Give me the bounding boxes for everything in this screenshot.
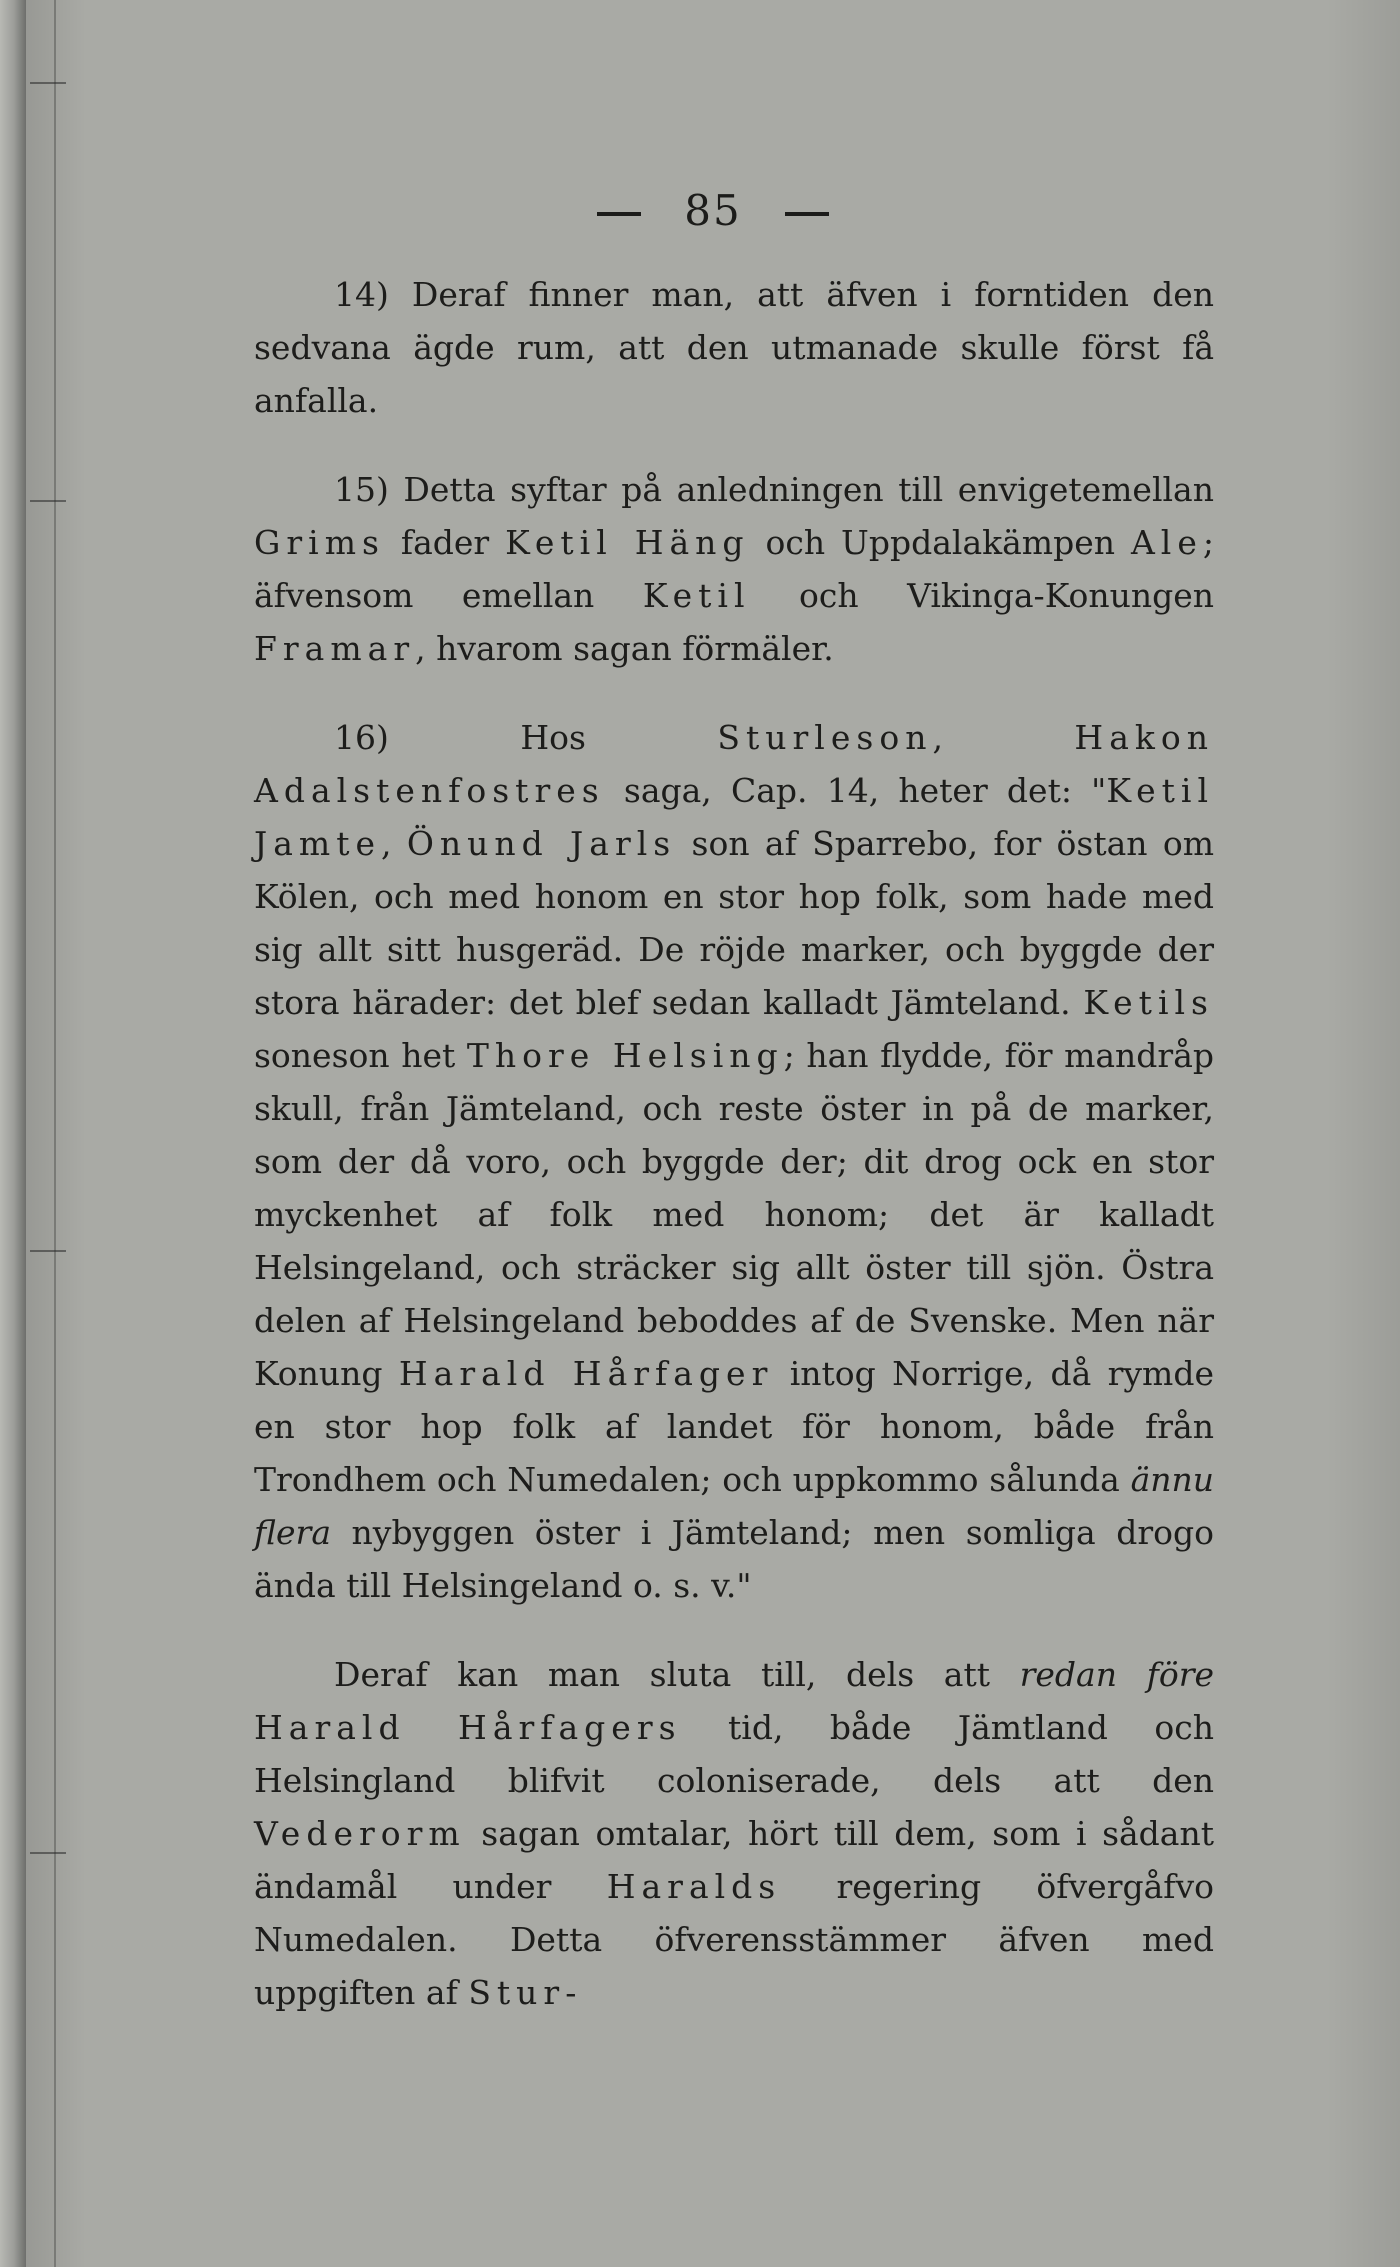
text-run: ,	[381, 824, 407, 863]
text-run: och Vikinga-Konungen	[750, 576, 1214, 615]
spaced-name: Harald Hårfagers	[254, 1708, 682, 1747]
text-run: intog Norrige, då rymde en stor hop folk af landet för honom, både från Trondhem och Numedalen; och uppkommo sålunda	[254, 1354, 1214, 1499]
spaced-name: Ketil Jamte	[254, 771, 1214, 863]
margin-mark	[30, 1250, 66, 1252]
spaced-name: Ketil Häng	[505, 523, 750, 562]
spaced-name: Haralds	[606, 1867, 782, 1906]
text-run: 15) Detta syftar på anledningen till envigetemellan	[334, 470, 1214, 509]
text-run: och Uppdalakämpen	[749, 523, 1131, 562]
text-run: , hvarom sagan förmäler.	[415, 629, 834, 668]
commentary-paragraph	[254, 1648, 1214, 2019]
text-run: regering öfvergåfvo Numedalen. Detta öfverensstämmer äfven med uppgiften af	[254, 1867, 1214, 2012]
page-header	[26, 186, 1400, 246]
text-run: 16) Hos	[334, 718, 718, 757]
spaced-name: Ketils	[1083, 983, 1214, 1022]
header-dash-right	[785, 212, 829, 216]
spaced-name: Stur-	[468, 1973, 583, 2012]
footnote-14	[254, 268, 1214, 427]
italic-text: redan före	[1019, 1655, 1214, 1694]
margin-mark	[30, 500, 66, 502]
page-number: 85	[684, 186, 742, 235]
text-run: Deraf kan man sluta till, dels att	[334, 1655, 1020, 1694]
text-run: soneson het	[254, 1036, 467, 1075]
spaced-name: Harald Hårfager	[398, 1354, 774, 1393]
margin-mark	[30, 82, 66, 84]
text-run: nybyggen öster i Jämteland; men somliga drogo ända till Helsingeland o. s. v."	[254, 1513, 1214, 1605]
spaced-name: Önund Jarls	[406, 824, 677, 863]
margin-mark	[30, 1852, 66, 1854]
body-text	[254, 268, 1214, 2055]
text-run: ; äfvensom emellan	[254, 523, 1214, 615]
spaced-name: Sturleson	[717, 718, 933, 757]
spaced-name: Framar	[254, 629, 416, 668]
text-run: fader	[384, 523, 506, 562]
book-page	[26, 0, 1400, 2267]
text-run: 14) Deraf finner man, att äfven i forntiden den sedvana ägde rum, att den utmanade skulle först få anfalla.	[254, 275, 1214, 420]
spaced-name: Hakon Adalstenfostres	[254, 718, 1214, 810]
text-run: saga, Cap. 14, heter det: "	[604, 771, 1107, 810]
spaced-name: Ale	[1130, 523, 1203, 562]
book-gutter	[0, 0, 26, 2267]
text-run: ,	[932, 718, 1075, 757]
footnote-15	[254, 463, 1214, 675]
binding-shadow	[54, 0, 56, 2267]
spaced-name: Vederorm	[254, 1814, 466, 1853]
footnote-16	[254, 711, 1214, 1612]
text-run: ; han flydde, för mandråp skull, från Jämteland, och reste öster in på de marker, som der då voro, och byggde der; dit drog ock en stor myckenhet af folk med honom; det är kalladt Helsingeland, och sträcker sig allt öster till sjön. Östra delen af Helsingeland beboddes af de Svenske. Men när Konung	[254, 1036, 1214, 1393]
italic-text: ännu flera	[254, 1460, 1214, 1552]
text-run: tid, både Jämtland och Helsingland blifvit coloniserade, dels att den	[254, 1708, 1214, 1800]
text-run: son af Sparrebo, for östan om Kölen, och med honom en stor hop folk, som hade med sig allt sitt husgeräd. De röjde marker, och byggde der stora härader: det blef sedan kalladt Jämteland.	[254, 824, 1215, 1022]
header-dash-left	[597, 212, 641, 216]
spaced-name: Thore Helsing	[466, 1036, 784, 1075]
text-run: sagan omtalar, hört till dem, som i sådant ändamål under	[254, 1814, 1214, 1906]
spaced-name: Grims	[254, 523, 385, 562]
spaced-name: Ketil	[642, 576, 751, 615]
